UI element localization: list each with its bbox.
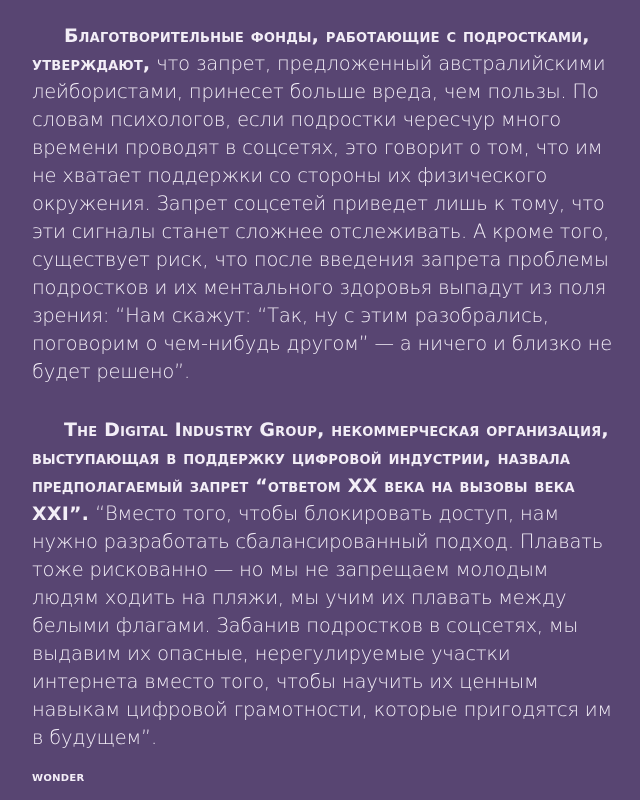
paragraph-1-lead: Благотворительные фонды, работающие с подростками, утверждают, [32, 25, 590, 75]
paragraph-2-lead: The Digital Industry Group, некоммерческая организация, выступающая в поддержку цифровой индустрии, назвала предполагаемый запрет “ответом XX века на вызовы века XXI”. [32, 419, 609, 525]
paragraph-1-body: что запрет, предложенный австралийскими лейбористами, принесет больше вреда, чем пользы. По словам психологов, если подростки чересчур много времени проводят в соцсетях, это говорит о том, что им не хватает поддержки со стороны их физического окружения. Запрет соцсетей приведет лишь к тому, что эти сигналы станет сложнее отслеживать. А кроме того, существует риск, что после введения запрета проблемы подростков и их ментального здоровья выпадут из поля зрения: “Нам скажут: “Так, ну с этим разобрались, поговорим о чем-нибудь другом” — а ничего и близко не будет решено”. [32, 52, 613, 383]
paragraph-2-body: “Вместо того, чтобы блокировать доступ, нам нужно разработать сбалансированный подход. Плавать тоже рискованно — но мы не запрещаем молодым людям ходить на пляжи, мы учим их плавать между белыми флагами. Забанив подростков в соцсетях, мы выдавим их опасные, нерегулируемые участки интернета вместо того, чтобы научить их ценным навыкам цифровой грамотности, которые пригодятся им в будущем”. [32, 502, 612, 749]
paragraph-1 [32, 22, 616, 386]
paragraph-2 [32, 416, 616, 752]
brand-logo: WONDER [32, 773, 85, 784]
article-body [32, 22, 616, 752]
